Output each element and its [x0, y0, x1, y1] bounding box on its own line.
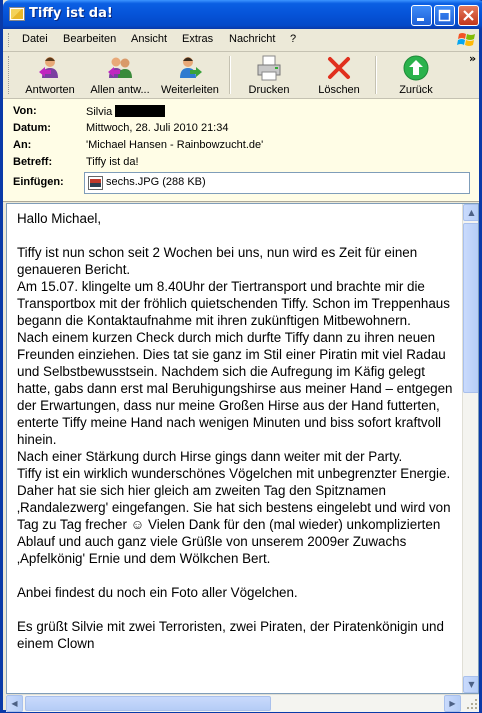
- toolbar-separator: [375, 56, 377, 94]
- delete-label: Löschen: [318, 84, 360, 96]
- menu-bar: [3, 29, 479, 52]
- menu-bearbeiten[interactable]: Bearbeiten: [63, 33, 117, 45]
- printer-icon: [255, 54, 283, 82]
- reply-icon: [36, 54, 64, 82]
- attachment-name[interactable]: sechs.JPG (288 KB): [106, 176, 206, 188]
- reply-all-icon: [106, 54, 134, 82]
- paragraph: Tiffy ist nun schon seit 2 Wochen bei uns, nun wird es Zeit für einen genaueren Bericht.: [17, 245, 418, 277]
- image-file-icon: [88, 176, 103, 190]
- forward-button[interactable]: [159, 54, 221, 96]
- from-value: [86, 105, 165, 118]
- paragraph: Am 15.07. klingelte um 8.40Uhr der Tiertransport und brachte mir die Transportbox mit der fröhlich quietschenden Tiffy. Schon im Treppenhaus begann die Kontaktaufnahme mit ihren zukünftigen Mitbewohnern.: [17, 279, 450, 328]
- vertical-scrollbar[interactable]: [462, 204, 479, 693]
- print-label: Drucken: [248, 84, 290, 96]
- horizontal-scroll-thumb[interactable]: [25, 696, 271, 711]
- scroll-right-button[interactable]: ▶: [444, 695, 461, 712]
- reply-all-button[interactable]: [85, 54, 155, 96]
- menu-help[interactable]: ?: [290, 33, 297, 45]
- date-label: Datum:: [13, 122, 51, 134]
- minimize-button[interactable]: [411, 5, 432, 26]
- to-label: An:: [13, 139, 32, 151]
- back-label: Zurück: [399, 84, 433, 96]
- message-body[interactable]: [6, 203, 479, 694]
- menu-datei[interactable]: Datei: [22, 33, 48, 45]
- reply-label: Antworten: [25, 84, 75, 96]
- paragraph: Nach einem kurzen Check durch mich durfte Tiffy dann zu ihren neuen Freunden einziehen. Dies tat sie ganz im Stil einer Piratin mit viel Radau und Selbstbewusstsein. Nachdem sich die Aufregung im Käfig gelegt hatte, gabs dann erst mal Beruhigungshirse aus meiner Hand – entgegen der Erwartungen, dass nur meine Großen Hirse aus der Hand futterten, enterte Tiffy meine Hand nach wenigen Minuten und biss sofort kraftvoll hinein.: [17, 330, 453, 447]
- toolbar-grip: [8, 56, 12, 94]
- attachment-field[interactable]: [84, 172, 470, 194]
- message-text: [17, 210, 457, 652]
- toolbar-separator: [229, 56, 231, 94]
- envelope-icon: [9, 7, 25, 21]
- subject-value: Tiffy ist da!: [86, 156, 139, 168]
- delete-icon: [325, 54, 353, 82]
- attachment-label: Einfügen:: [13, 176, 64, 188]
- window-title: Tiffy ist da!: [29, 6, 113, 21]
- windows-logo-icon: [457, 30, 477, 50]
- title-bar[interactable]: [3, 0, 482, 29]
- menu-ansicht[interactable]: Ansicht: [131, 33, 168, 45]
- paragraph: Tiffy ist ein wirklich wunderschönes Vögelchen mit unbegrenzter Energie. Daher hat sie sich hier gleich am zweiten Tag den Spitznamen ‚Randalezwerg' eingefangen. Sie hat sich bestens eingelebt und wird von Tag zu Tag frecher ☺ Vielen Dank für den (mal wieder) unkomplizierten Ablauf und auch ganz viele Grüßle von unserem 2009er Zuwachs ‚Apfelkönig' Ernie und dem Wölkchen Bert.: [17, 466, 451, 566]
- close-button[interactable]: [458, 5, 479, 26]
- maximize-icon: [435, 6, 454, 25]
- from-name: Silvia: [86, 106, 113, 118]
- menu-nachricht[interactable]: Nachricht: [229, 33, 276, 45]
- from-label: Von:: [13, 105, 37, 117]
- vertical-scroll-thumb[interactable]: [463, 223, 479, 393]
- delete-button[interactable]: [313, 54, 365, 96]
- back-button[interactable]: [391, 54, 441, 96]
- resize-grip-icon[interactable]: [463, 695, 479, 711]
- date-value: Mittwoch, 28. Juli 2010 21:34: [86, 122, 229, 134]
- paragraph: Nach einer Stärkung durch Hirse gings dann weiter mit der Party.: [17, 449, 403, 464]
- menu-extras[interactable]: Extras: [182, 33, 214, 45]
- reply-all-label: Allen antw...: [90, 84, 150, 96]
- scroll-left-button[interactable]: ◀: [6, 695, 23, 712]
- forward-label: Weiterleiten: [161, 84, 219, 96]
- back-icon: [402, 54, 430, 82]
- reply-button[interactable]: [21, 54, 79, 96]
- toolbar: [3, 52, 479, 99]
- paragraph: Anbei findest du noch ein Foto aller Vögelchen.: [17, 585, 298, 600]
- scroll-down-button[interactable]: ▼: [463, 676, 479, 693]
- horizontal-scrollbar[interactable]: [6, 694, 479, 712]
- print-button[interactable]: [243, 54, 295, 96]
- signature: Es grüßt Silvie mit zwei Terroristen, zwei Piraten, der Piratenkönigin und einem Clown: [17, 619, 444, 651]
- redaction-bar: [115, 105, 165, 117]
- scroll-up-button[interactable]: ▲: [463, 204, 479, 221]
- menu-grip: [8, 33, 12, 47]
- maximize-button[interactable]: [434, 5, 455, 26]
- greeting: Hallo Michael,: [17, 211, 102, 226]
- to-value: 'Michael Hansen - Rainbowzucht.de': [86, 139, 264, 151]
- toolbar-overflow-chevron[interactable]: »: [469, 52, 477, 65]
- forward-icon: [176, 54, 204, 82]
- close-icon: [459, 6, 478, 25]
- subject-label: Betreff:: [13, 156, 53, 168]
- minimize-icon: [412, 6, 431, 25]
